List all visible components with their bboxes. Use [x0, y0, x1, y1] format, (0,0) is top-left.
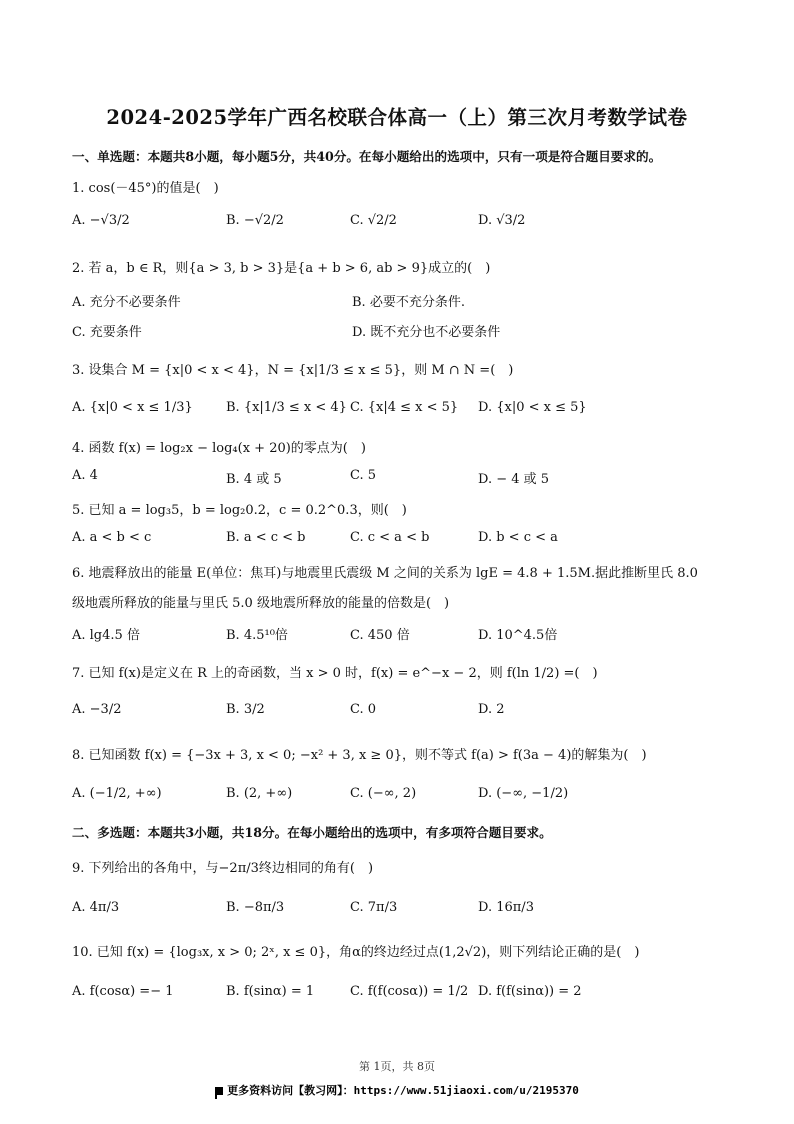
question-7-options: [72, 702, 732, 730]
option-b: B. a < c < b: [226, 530, 306, 545]
section-single-choice: 一、单选题：本题共8小题，每小题5分，共40分。在每小题给出的选项中，只有一项是符合题目要求的。: [72, 149, 662, 164]
option-c: C. 450 倍: [350, 628, 410, 643]
option-a: A. lg4.5 倍: [72, 628, 140, 643]
option-c: C. 7π/3: [350, 900, 398, 915]
option-a: A. −3/2: [72, 702, 122, 717]
flag-icon: [215, 1087, 223, 1095]
question-2-options-row2: [72, 321, 732, 349]
option-a: A. {x|0 < x ≤ 1/3}: [72, 400, 193, 415]
option-c: C. 充要条件: [72, 325, 142, 340]
footer-link-line[interactable]: [0, 1082, 794, 1098]
option-d: D. {x|0 < x ≤ 5}: [478, 400, 587, 415]
option-d: D. 16π/3: [478, 900, 534, 915]
option-b: B. 3/2: [226, 702, 265, 717]
question-4-options: [72, 468, 732, 496]
question-5-stem: 5. 已知 a = log₃5，b = log₂0.2，c = 0.2^0.3，则( ): [72, 503, 407, 518]
question-8-options: [72, 786, 732, 814]
option-b: B. 必要不充分条件.: [352, 295, 465, 310]
option-d: D. f(f(sinα)) = 2: [478, 984, 582, 999]
question-6-stem-line2: 级地震所释放的能量与里氏 5.0 级地震所释放的能量的倍数是( ): [72, 596, 450, 611]
question-9-options: [72, 900, 732, 928]
option-c: C. 0: [350, 702, 377, 717]
question-5-options: [72, 530, 732, 558]
option-b: B. 4.5¹⁰倍: [226, 628, 288, 643]
option-a: A. (−1/2, +∞): [72, 786, 162, 801]
footer-link-text[interactable]: 更多资料访问【教习网】：https://www.51jiaoxi.com/u/2195370: [227, 1084, 579, 1097]
question-10-stem: 10. 已知 f(x) = {log₃x, x > 0; 2ˣ, x ≤ 0}，角α的终边经过点(1,2√2)，则下列结论正确的是( ): [72, 945, 640, 960]
option-a: A. 充分不必要条件: [72, 295, 181, 310]
option-b: B. 4 或 5: [226, 472, 282, 487]
section-multiple-choice: 二、多选题：本题共3小题，共18分。在每小题给出的选项中，有多项符合题目要求。: [72, 825, 552, 840]
option-c: C. (−∞, 2): [350, 786, 417, 801]
question-1-stem: 1. cos(－45°)的值是( ): [72, 181, 219, 196]
option-b: B. {x|1/3 ≤ x < 4}: [226, 400, 347, 415]
question-6-options: [72, 624, 732, 652]
question-8-stem: 8. 已知函数 f(x) = {−3x + 3, x < 0; −x² + 3, x ≥ 0}，则不等式 f(a) > f(3a − 4)的解集为( ): [72, 748, 647, 763]
exam-title: 2024-2025学年广西名校联合体高一（上）第三次月考数学试卷: [106, 106, 688, 129]
option-d: D. 10^4.5倍: [478, 628, 558, 643]
question-10-options: [72, 984, 732, 1012]
option-b: B. (2, +∞): [226, 786, 293, 801]
option-a: A. f(cosα) =− 1: [72, 984, 174, 999]
option-c: C. c < a < b: [350, 530, 430, 545]
option-d: D. b < c < a: [478, 530, 558, 545]
option-d: D. 既不充分也不必要条件: [352, 325, 501, 340]
question-2-options-row1: [72, 291, 732, 319]
option-c: C. {x|4 ≤ x < 5}: [350, 400, 459, 415]
option-a: A. −√3/2: [72, 213, 130, 228]
question-3-stem: 3. 设集合 M = {x|0 < x < 4}，N = {x|1/3 ≤ x ≤ 5}，则 M ∩ N =( ): [72, 363, 514, 378]
option-d: D. 2: [478, 702, 505, 717]
option-c: C. f(f(cosα)) = 1/2: [350, 984, 469, 999]
question-6-stem: 6. 地震释放出的能量 E(单位：焦耳)与地震里氏震级 M 之间的关系为 lgE = 4.8 + 1.5M.据此推断里氏 8.0: [72, 566, 698, 581]
option-a: A. 4π/3: [72, 900, 120, 915]
question-1-options: [72, 213, 732, 241]
page-number: 第 1页，共 8页: [359, 1060, 435, 1073]
question-7-stem: 7. 已知 f(x)是定义在 R 上的奇函数，当 x > 0 时，f(x) = e^−x − 2，则 f(ln 1/2) =( ): [72, 666, 598, 681]
question-9-stem: 9. 下列给出的各角中，与−2π/3终边相同的角有( ): [72, 861, 374, 876]
option-c: C. √2/2: [350, 213, 397, 228]
option-b: B. −√2/2: [226, 213, 284, 228]
option-d: D. (−∞, −1/2): [478, 786, 569, 801]
option-b: B. f(sinα) = 1: [226, 984, 315, 999]
option-d: D. √3/2: [478, 213, 526, 228]
option-b: B. −8π/3: [226, 900, 285, 915]
question-4-stem: 4. 函数 f(x) = log₂x − log₄(x + 20)的零点为( ): [72, 441, 366, 456]
option-a: A. a < b < c: [72, 530, 152, 545]
question-2-stem: 2. 若 a，b ∈ R，则{a > 3, b > 3}是{a + b > 6, ab > 9}成立的( ): [72, 261, 491, 276]
option-a: A. 4: [72, 468, 98, 483]
option-d: D. − 4 或 5: [478, 472, 550, 487]
question-3-options: [72, 400, 732, 428]
option-c: C. 5: [350, 468, 377, 483]
